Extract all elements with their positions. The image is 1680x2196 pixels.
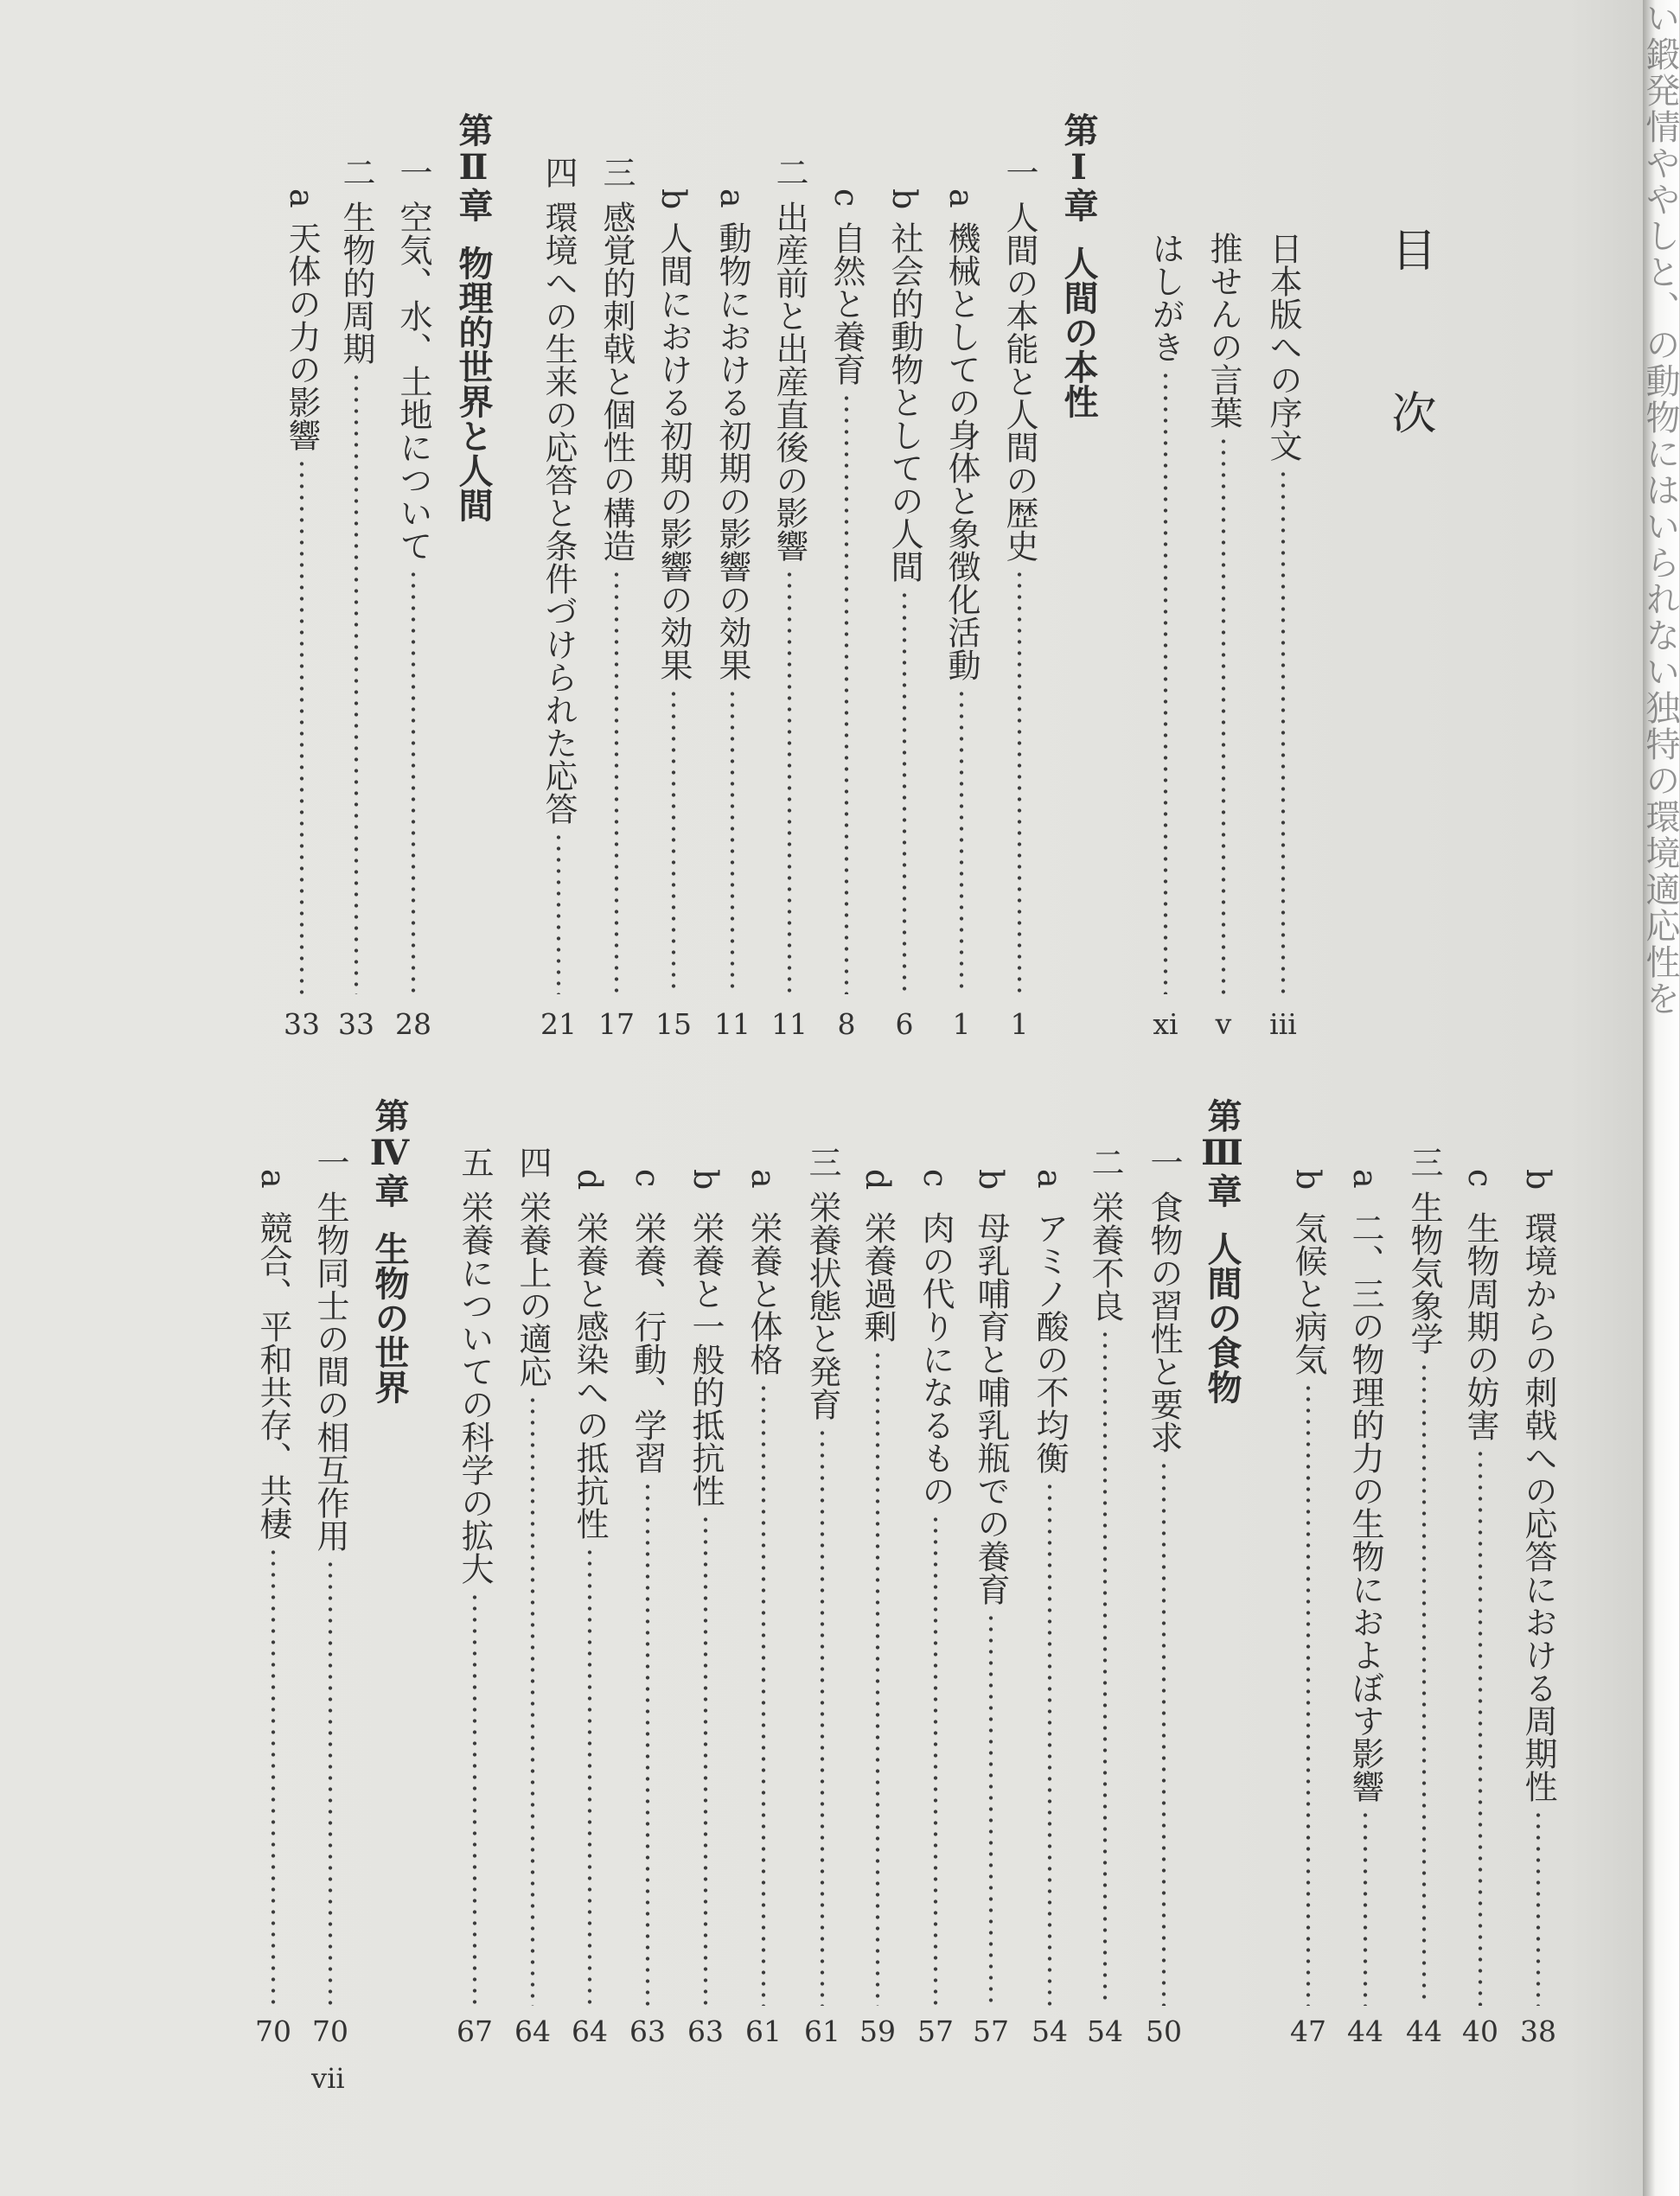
- leader-dots: [959, 688, 964, 994]
- page-number: 38: [1520, 2014, 1556, 2048]
- leader-dots: [472, 1592, 477, 2006]
- entry-marker: b: [972, 1169, 1010, 1191]
- chapter-title: 物理的世界と人間: [453, 246, 494, 522]
- entry-marker: a: [1346, 1169, 1384, 1189]
- entry-title: 日本版への序文: [1264, 232, 1302, 462]
- page-number: 11: [714, 1007, 751, 1041]
- page-number: 57: [973, 2014, 1009, 2048]
- leader-dots: [730, 688, 735, 994]
- page-number: 44: [1406, 2014, 1442, 2048]
- entry-title: 栄養についての科学の拡大: [456, 1191, 494, 1585]
- leader-dots: [271, 1547, 276, 2006]
- entry-marker: 一: [394, 156, 432, 188]
- page-folio: vii: [311, 2062, 345, 2095]
- page-number: 33: [284, 1007, 320, 1041]
- entry-marker: 一: [1000, 156, 1038, 188]
- entry-title: 母乳哺育と哺乳瓶での養育: [972, 1211, 1010, 1606]
- entry-title: 感覚的刺戟と個性の構造: [597, 201, 636, 562]
- entry-marker: 一: [311, 1146, 349, 1178]
- leader-dots: [587, 1547, 592, 2006]
- page-number: 8: [837, 1007, 856, 1041]
- entry-marker: 四: [540, 156, 578, 188]
- entry-title: 空気、水、土地について: [394, 201, 432, 562]
- entry-marker: b: [885, 188, 923, 210]
- entry-marker: d: [571, 1169, 609, 1191]
- leader-dots: [299, 458, 304, 994]
- chapter-title: 生物の世界: [369, 1231, 410, 1404]
- entry-marker: b: [687, 1169, 725, 1191]
- page-number: 50: [1146, 2014, 1182, 2048]
- leader-dots: [787, 569, 792, 994]
- entry-marker: c: [827, 188, 866, 207]
- leader-dots: [761, 1382, 766, 2006]
- entry-title: 肉の代りになるもの: [917, 1211, 955, 1507]
- entry-marker: c: [917, 1169, 955, 1188]
- page-number: 47: [1290, 2014, 1326, 2048]
- entry-marker: b: [1289, 1169, 1327, 1191]
- entry-title: 栄養状態と発育: [803, 1191, 841, 1420]
- leader-dots: [844, 393, 849, 994]
- entry-title: 栄養上の適応: [514, 1191, 552, 1388]
- leader-dots: [1281, 469, 1286, 994]
- entry-title: 出産前と出産直後の影響: [770, 201, 808, 562]
- entry-marker: b: [1519, 1169, 1557, 1191]
- entry-marker: 二: [1086, 1146, 1124, 1178]
- page-number: 28: [395, 1007, 431, 1041]
- leader-dots: [1161, 1460, 1166, 2006]
- entry-title: 気候と病気: [1289, 1211, 1327, 1376]
- entry-marker: b: [655, 188, 693, 210]
- entry-title: 二、三の物理的力の生物におよぼす影響: [1346, 1211, 1384, 1803]
- page-number: 1: [952, 1007, 971, 1041]
- entry-marker: a: [283, 188, 321, 208]
- page-number: 17: [598, 1007, 635, 1041]
- leader-dots: [328, 1559, 333, 2006]
- entry-title: アミノ酸の不均衡: [1031, 1211, 1069, 1474]
- entry-title: 栄養過剰: [859, 1211, 897, 1343]
- chapter-marker: 第Ⅲ章: [1202, 1098, 1242, 1208]
- chapter-marker: 第Ⅱ章: [453, 112, 494, 222]
- leader-dots: [556, 832, 561, 994]
- entry-title: 動物における初期の影響の効果: [713, 221, 751, 681]
- page-number: 6: [895, 1007, 914, 1041]
- entry-title: 機械としての身体と象徴化活動: [942, 221, 981, 681]
- page-number: 15: [655, 1007, 692, 1041]
- leader-dots: [411, 569, 416, 994]
- entry-title: 自然と養育: [827, 221, 866, 386]
- entry-title: 栄養と一般的抵抗性: [687, 1211, 725, 1507]
- entry-marker: d: [859, 1169, 897, 1191]
- leader-dots: [354, 372, 359, 994]
- entry-marker: a: [713, 188, 751, 208]
- entry-title: 生物同士の間の相互作用: [311, 1191, 349, 1552]
- page-number: 63: [687, 2014, 724, 2048]
- leader-dots: [988, 1612, 993, 2006]
- leader-dots: [902, 590, 907, 994]
- entry-marker: a: [942, 188, 981, 208]
- page-number: 44: [1347, 2014, 1383, 2048]
- leader-dots: [1421, 1362, 1427, 2006]
- entry-marker: 三: [597, 156, 636, 188]
- leader-dots: [1102, 1329, 1108, 2006]
- leader-dots: [820, 1427, 825, 2006]
- entry-title: 栄養と感染への抵抗性: [571, 1211, 609, 1540]
- entry-marker: 二: [770, 156, 808, 188]
- page-number: 1: [1010, 1007, 1029, 1041]
- entry-marker: a: [1031, 1169, 1069, 1189]
- page-number: 64: [572, 2014, 608, 2048]
- leader-dots: [703, 1514, 708, 2006]
- entry-marker: a: [254, 1169, 292, 1189]
- leader-dots: [530, 1395, 535, 2006]
- leader-dots: [645, 1481, 650, 2006]
- page-number: v: [1215, 1007, 1232, 1041]
- leader-dots: [1163, 370, 1168, 994]
- page-number: 70: [312, 2014, 348, 2048]
- entry-title: 生物気象学: [1405, 1191, 1443, 1355]
- leader-dots: [1221, 436, 1226, 994]
- page-number: 57: [917, 2014, 954, 2048]
- chapter-title: 人間の食物: [1202, 1231, 1242, 1404]
- page-number: 54: [1087, 2014, 1123, 2048]
- entry-title: 競合、平和共存、共棲: [254, 1211, 292, 1540]
- leader-dots: [1306, 1382, 1311, 2006]
- entry-title: 生物周期の妨害: [1461, 1211, 1499, 1441]
- page-number: 33: [338, 1007, 374, 1041]
- entry-marker: 四: [514, 1146, 552, 1178]
- entry-marker: 三: [1405, 1146, 1443, 1178]
- leader-dots: [671, 688, 676, 994]
- entry-marker: 五: [456, 1146, 494, 1178]
- page-number: 61: [745, 2014, 782, 2048]
- entry-title: 推せんの言葉: [1204, 232, 1242, 429]
- page-number: 54: [1032, 2014, 1068, 2048]
- page-number: 40: [1462, 2014, 1498, 2048]
- entry-title: 人間の本能と人間の歴史: [1000, 201, 1038, 562]
- page-number: 59: [859, 2014, 896, 2048]
- entry-marker: 二: [337, 156, 375, 188]
- page-number: 64: [514, 2014, 551, 2048]
- entry-marker: 三: [803, 1146, 841, 1178]
- page-number: 70: [255, 2014, 291, 2048]
- entry-marker: c: [1461, 1169, 1499, 1188]
- entry-title: 環境からの刺戟への応答における周期性: [1519, 1211, 1557, 1803]
- leader-dots: [1017, 569, 1022, 994]
- entry-marker: 一: [1145, 1146, 1183, 1178]
- entry-title: 社会的動物としての人間: [885, 221, 923, 583]
- entry-title: はしがき: [1147, 232, 1185, 363]
- page-number: 67: [457, 2014, 493, 2048]
- page-number: 11: [771, 1007, 808, 1041]
- leader-dots: [1478, 1448, 1483, 2006]
- entry-title: 栄養と体格: [744, 1211, 783, 1376]
- leader-dots: [875, 1350, 880, 2006]
- page-number: xi: [1153, 1007, 1179, 1041]
- leader-dots: [1536, 1810, 1541, 2006]
- entry-title: 食物の習性と要求: [1145, 1191, 1183, 1453]
- entry-title: 天体の力の影響: [283, 221, 321, 451]
- page-number: 21: [540, 1007, 577, 1041]
- entry-title: 生物的周期: [337, 201, 375, 365]
- entry-title: 栄養、行動、学習: [629, 1211, 667, 1474]
- entry-title: 環境への生来の応答と条件づけられた応答: [540, 201, 578, 825]
- page-number: 61: [804, 2014, 840, 2048]
- adjacent-page-fragment: い鍛発情ややしと、の動物にはいられない独特の環境適応性を: [1640, 0, 1680, 1017]
- chapter-marker: 第Ⅰ章: [1058, 112, 1099, 222]
- entry-title: 栄養不良: [1086, 1191, 1124, 1322]
- chapter-title: 人間の本性: [1058, 246, 1099, 418]
- entry-marker: c: [629, 1169, 667, 1188]
- page-number: iii: [1269, 1007, 1297, 1041]
- leader-dots: [614, 569, 619, 994]
- page-number: 63: [629, 2014, 666, 2048]
- chapter-marker: 第Ⅳ章: [369, 1098, 410, 1208]
- toc-title: 目 次: [1383, 227, 1435, 487]
- leader-dots: [933, 1514, 938, 2006]
- leader-dots: [1047, 1481, 1052, 2006]
- entry-marker: a: [744, 1169, 783, 1189]
- leader-dots: [1363, 1810, 1368, 2006]
- entry-title: 人間における初期の影響の効果: [655, 221, 693, 681]
